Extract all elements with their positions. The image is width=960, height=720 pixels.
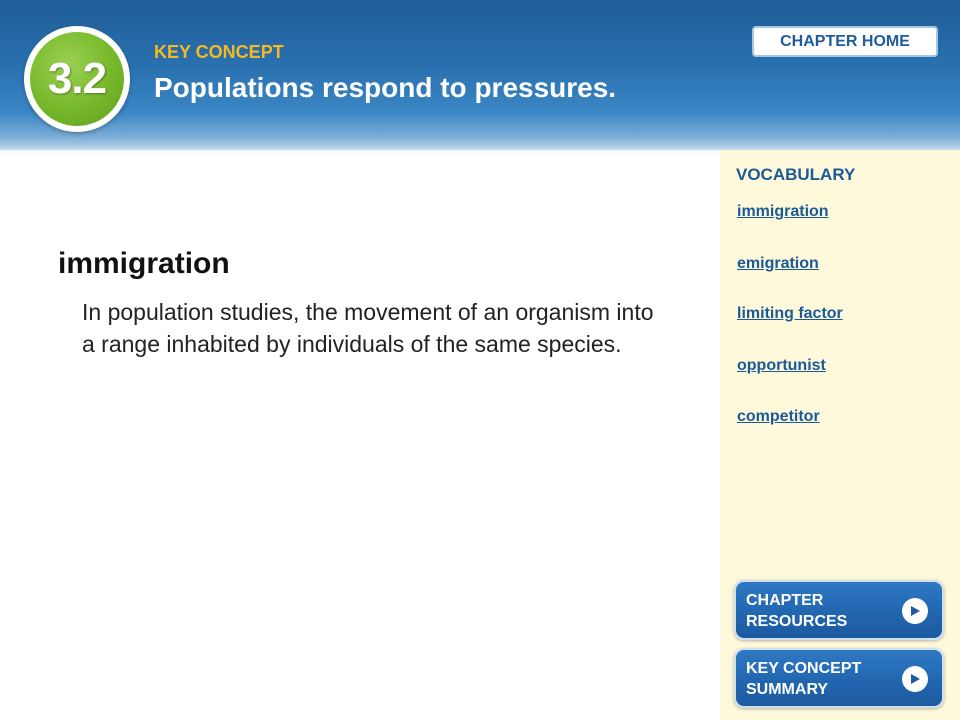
- section-number: 3.2: [47, 54, 107, 103]
- vocab-link-competitor[interactable]: competitor: [737, 408, 820, 425]
- vocabulary-heading: VOCABULARY: [736, 165, 856, 184]
- vocab-link-opportunist[interactable]: opportunist: [737, 357, 826, 374]
- play-arrow-icon: [902, 598, 928, 624]
- chapter-resources-button[interactable]: [734, 580, 944, 640]
- chapter-resources-label: CHAPTER RESOURCES: [746, 592, 848, 630]
- play-arrow-icon: [902, 666, 928, 692]
- vocab-link-emigration[interactable]: emigration: [737, 255, 819, 272]
- vocab-link-limiting-factor[interactable]: limiting factor: [737, 305, 843, 322]
- vocab-term: immigration: [58, 247, 230, 280]
- key-concept-summary-label: KEY CONCEPT SUMMARY: [746, 660, 862, 698]
- section-badge: [24, 26, 130, 132]
- key-concept-summary-button[interactable]: [734, 648, 944, 708]
- page-title: Populations respond to pressures.: [154, 72, 617, 103]
- section-badge-circle: [30, 32, 124, 126]
- chapter-home-button[interactable]: CHAPTER HOME: [752, 26, 938, 57]
- key-concept-label: KEY CONCEPT: [154, 42, 284, 62]
- vocab-definition: In population studies, the movement of an organism into a range inhabited by individuals of the same species.: [82, 299, 654, 357]
- vocab-link-immigration[interactable]: immigration: [737, 203, 829, 220]
